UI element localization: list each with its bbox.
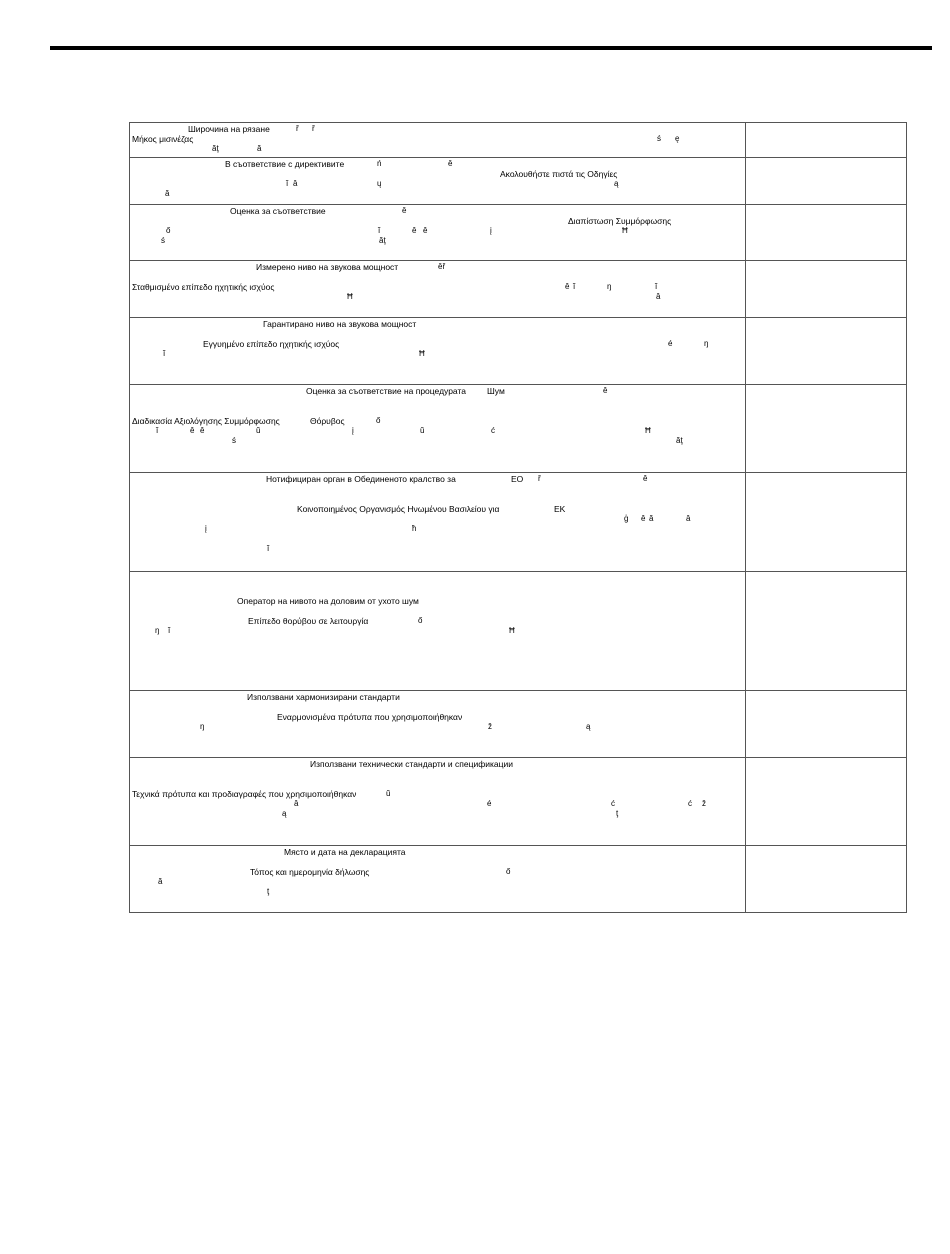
glyph: ŋ	[200, 722, 205, 731]
glyph: ć	[688, 799, 692, 808]
glyph: ă	[158, 877, 163, 886]
cell-text-el: Κοινοποιημένος Οργανισμός Ηνωμένου Βασιλείου για	[297, 504, 500, 514]
signature-cell	[746, 158, 907, 205]
glyph: ń	[377, 159, 382, 168]
table-row	[130, 691, 907, 758]
cell-text-bg: Място и дата на декларацията	[284, 847, 406, 857]
glyph: â	[293, 179, 298, 188]
row-directives	[130, 158, 746, 205]
row-measured-sound-power	[130, 261, 746, 318]
glyph: ž	[488, 722, 492, 731]
glyph: ê	[423, 226, 428, 235]
table-row	[130, 123, 907, 158]
table-row	[130, 572, 907, 691]
table-row	[130, 385, 907, 473]
table-row	[130, 758, 907, 846]
glyph: ő	[376, 416, 381, 425]
cell-text-bg: Измерено ниво на звукова мощност	[256, 262, 399, 272]
glyph: ś	[232, 436, 236, 445]
cell-text-el: Μήκος μισινέζας	[132, 134, 194, 144]
glyph: ê	[641, 514, 646, 523]
glyph: ěř	[438, 262, 446, 271]
row-conformity	[130, 205, 746, 261]
glyph: ĭ	[378, 226, 381, 235]
glyph: ő	[506, 867, 511, 876]
glyph: Ħ	[622, 226, 628, 235]
glyph: ă	[649, 514, 654, 523]
glyph: ŭ	[256, 426, 261, 435]
signature-cell	[746, 205, 907, 261]
glyph: ŭ	[386, 789, 391, 798]
signature-cell	[746, 261, 907, 318]
cell-text-el-tail: ΕΚ	[554, 504, 566, 514]
table-row	[130, 261, 907, 318]
glyph: ĭ	[156, 426, 159, 435]
glyph: ŋ	[704, 339, 709, 348]
glyph: ĭ	[286, 179, 289, 188]
cell-text-bg: Използвани технически стандарти и спецификации	[310, 759, 513, 769]
cell-text-el: Σταθμισμένο επίπεδο ηχητικής ισχύος	[132, 282, 275, 292]
cell-text-bg-tail: Шум	[487, 386, 505, 396]
table-row	[130, 846, 907, 913]
cell-text-bg: Гарантирано ниво на звукова мощност	[263, 319, 417, 329]
glyph: é	[668, 339, 673, 348]
glyph: ž	[702, 799, 706, 808]
header-rule	[50, 46, 932, 50]
row-place-date	[130, 846, 746, 913]
table-row	[130, 205, 907, 261]
cell-text-bg: Използвани хармонизирани стандарти	[247, 692, 400, 702]
row-harmonised-standards	[130, 691, 746, 758]
cell-text-bg: В съответствие с директивите	[225, 159, 345, 169]
cell-text-bg: Широчина на рязане	[188, 124, 270, 134]
glyph: ăţ	[212, 144, 219, 153]
glyph: ê	[200, 426, 205, 435]
glyph: ř	[296, 124, 299, 133]
glyph: ś	[657, 134, 661, 143]
glyph: ą	[614, 179, 619, 188]
cell-text-el-tail: Θόρυβος	[310, 416, 345, 426]
cell-text-bg: Оценка за съответствие на процедурата	[306, 386, 467, 396]
glyph: ĭ	[163, 349, 166, 358]
glyph: ăţ	[676, 436, 683, 445]
table-row	[130, 473, 907, 572]
cell-text-el: Διαδικασία Αξιολόγησης Συμμόρφωσης	[132, 416, 280, 426]
glyph: ŋ	[607, 282, 612, 291]
glyph: ţ	[616, 809, 619, 818]
glyph: ŭ	[420, 426, 425, 435]
cell-text-bg: Нотифициран орган в Обединеното кралство за	[266, 474, 456, 484]
table-row	[130, 158, 907, 205]
glyph: ĭ	[573, 282, 576, 291]
glyph: ê	[643, 474, 648, 483]
cell-text-bg-tail: ЕО	[511, 474, 524, 484]
cell-text-bg: Оценка за съответствие	[230, 206, 326, 216]
glyph: â	[656, 292, 661, 301]
glyph: ő	[166, 226, 171, 235]
glyph: Ħ	[645, 426, 651, 435]
cell-text-el: Επίπεδο θορύβου σε λειτουργία	[248, 616, 369, 626]
row-technical-standards	[130, 758, 746, 846]
glyph: ĭ	[168, 626, 171, 635]
glyph: ŋ	[155, 626, 160, 635]
signature-cell	[746, 318, 907, 385]
cell-text-bg: Оператор на нивото на доловим от ухото шум	[237, 596, 419, 606]
glyph: ř	[312, 124, 315, 133]
glyph: ģ	[624, 514, 629, 523]
glyph: ő	[418, 616, 423, 625]
cell-text-el: Εγγυημένο επίπεδο ηχητικής ισχύος	[203, 339, 340, 349]
glyph: ř	[538, 474, 541, 483]
signature-cell	[746, 473, 907, 572]
glyph: ê	[565, 282, 570, 291]
glyph: ć	[611, 799, 615, 808]
row-procedure	[130, 385, 746, 473]
signature-cell	[746, 572, 907, 691]
glyph: ê	[412, 226, 417, 235]
glyph: é	[487, 799, 492, 808]
glyph: ć	[491, 426, 495, 435]
row-operator-noise	[130, 572, 746, 691]
cell-text-el: Εναρμονισμένα πρότυπα που χρησιμοποιήθηκαν	[277, 712, 463, 722]
glyph: į	[352, 426, 354, 435]
declaration-table	[129, 122, 907, 913]
glyph: ê	[190, 426, 195, 435]
glyph: į	[490, 226, 492, 235]
glyph: ĭ	[267, 544, 270, 553]
glyph: ă	[257, 144, 262, 153]
glyph: ě	[402, 206, 407, 215]
signature-cell	[746, 123, 907, 158]
cell-text-el: Διαπίστωση Συμμόρφωσης	[568, 216, 672, 226]
row-guaranteed-sound-power	[130, 318, 746, 385]
glyph: ą	[586, 722, 591, 731]
glyph: Ħ	[347, 292, 353, 301]
glyph: â	[686, 514, 691, 523]
glyph: ăţ	[379, 236, 386, 245]
signature-cell	[746, 758, 907, 846]
cell-text-el: Τόπος και ημερομηνία δήλωσης	[250, 867, 370, 877]
glyph: ą	[282, 809, 287, 818]
signature-cell	[746, 385, 907, 473]
signature-cell	[746, 846, 907, 913]
glyph: ħ	[412, 524, 417, 533]
glyph: ę	[675, 134, 680, 143]
cell-text-el: Ακολουθήστε πιστά τις Οδηγίες	[500, 169, 618, 179]
glyph: Ħ	[509, 626, 515, 635]
signature-cell	[746, 691, 907, 758]
glyph: ś	[161, 236, 165, 245]
glyph: Ħ	[419, 349, 425, 358]
glyph: ě	[448, 159, 453, 168]
glyph: ă	[165, 189, 170, 198]
glyph: ê	[603, 386, 608, 395]
row-cutting-width	[130, 123, 746, 158]
cell-text-el: Τεχνικά πρότυπα και προδιαγραφές που χρησιμοποιήθηκαν	[132, 789, 357, 799]
glyph: ĭ	[655, 282, 658, 291]
glyph: ų	[377, 179, 382, 188]
glyph: į	[205, 524, 207, 533]
row-notified-body	[130, 473, 746, 572]
glyph: â	[294, 799, 299, 808]
table-row	[130, 318, 907, 385]
glyph: ţ	[267, 887, 270, 896]
